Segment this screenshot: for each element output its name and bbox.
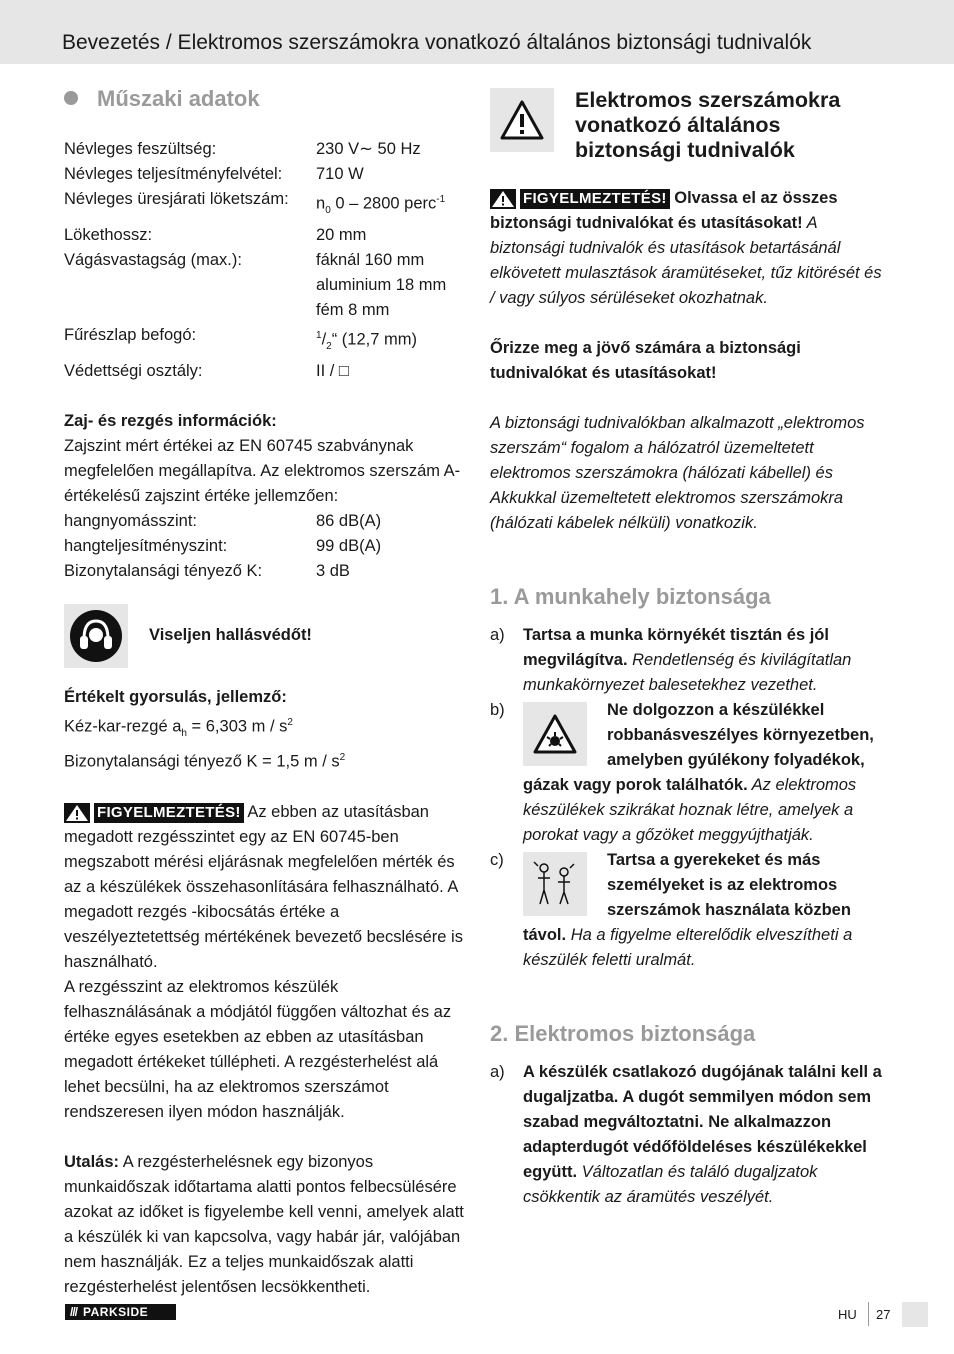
vib-sup: 2: [287, 716, 293, 728]
spec-value: [316, 323, 464, 359]
spec-row: [64, 359, 464, 384]
item-bold-text: Tartsa a munka környékét tisztán és jól megvilágítva.: [523, 626, 829, 669]
spec-key: Névleges feszültség:: [64, 140, 217, 158]
spec-key: Névleges teljesítményfelvétel:: [64, 165, 283, 183]
spec-row: [64, 137, 464, 162]
spec-key: Fűrészlap befogó:: [64, 325, 197, 344]
vib-sup: 2: [339, 752, 346, 764]
spec-row: [64, 223, 464, 248]
noise-text: Zajszint mért értékei az EN 60745 szabványnak megfelelően megállapítva. Az elektromos szerszám A-értékelésű zajszint értéke jellemzően:: [64, 436, 461, 505]
workplace-item-b: [490, 698, 890, 848]
logo-brand: PARKSIDE: [83, 1305, 149, 1319]
item-body: [523, 623, 890, 698]
electrical-item-a: [490, 1060, 890, 1210]
noise-value: 86 dB(A): [316, 511, 382, 530]
noise-row: [64, 509, 464, 534]
note-label: Utalás:: [64, 1152, 120, 1171]
noise-row: [64, 534, 464, 559]
ear-protection-notice: [64, 604, 464, 668]
left-column: [64, 84, 464, 1300]
spec-value-part: “ (12,7 mm): [331, 330, 417, 349]
vibration-heading: Értékelt gyorsulás, jellemző:: [64, 687, 287, 706]
spec-value: [316, 187, 464, 223]
spec-row: [64, 298, 464, 323]
warning-text: Az ebben az utasításban megadott rezgésszintet egy az EN 60745-ben megszabott mérési eljárásnak megfelelően mérték és az a készülékek összehasonlítására felhasználható. A megadott rezgés -kibocsátás értéke a veszélyeztetettség mértékének bevezető becslésére is használható.: [64, 802, 463, 971]
item-bold-text: Tartsa a gyerekeket és más személyeket is az elektromos szerszámok használata közben távol.: [523, 851, 851, 944]
section-title-text: Műszaki adatok: [97, 85, 260, 111]
item-letter: a): [490, 626, 505, 644]
spec-value: 20 mm: [316, 225, 367, 244]
note-text: A rezgésterhelésnek egy bizonyos munkaidőszak időtartama alatti pontos felbecsülésére azokat az időket is figyelembe kell venni, amelyek alatt a készülék ki van kapcsolva, vagy habár jár, valójában nem használják. Ez a teljes munkaidőszak alatti rezgésterhelést jelentősen lecsökkentheti.: [64, 1152, 464, 1296]
vibration-line-2: [64, 745, 464, 775]
item-bold-text: A készülék csatlakozó dugójának találni kell a dugaljzatba. A dugót semmilyen módon sem szabad megváltoztatni. Ne alkalmazzon adapterdugót védőföldeléses készülékekkel együtt.: [523, 1063, 882, 1181]
warning-triangle-icon: [64, 803, 90, 823]
spec-value: 230 V∼ 50 Hz: [316, 140, 421, 158]
spec-value-sub: 0: [325, 204, 331, 216]
vibration-warning: [64, 800, 464, 975]
spec-table: [64, 137, 464, 384]
spec-key: Lökethossz:: [64, 225, 153, 244]
spec-row: [64, 187, 464, 223]
spec-key: [64, 273, 316, 298]
explosion-hazard-icon: [523, 702, 587, 766]
item-letter: b): [490, 701, 505, 719]
noise-key: Bizonytalansági tényező K:: [64, 561, 263, 580]
spec-value-part: 0 – 2800 perc: [330, 194, 437, 213]
right-column: [490, 88, 890, 1210]
logo-stripes: ///: [70, 1305, 78, 1319]
warning-bold-text: Olvassa el az összes biztonsági tudnivalókat és utasításokat!: [490, 189, 838, 232]
vib-text: Kéz-kar-rezgé a: [64, 717, 182, 736]
workplace-item-a: [490, 623, 890, 698]
spec-value-part: n: [316, 194, 326, 213]
section-title-workplace-safety: 1. A munkahely biztonsága: [490, 584, 771, 609]
item-italic-text: Az elektromos készülékek szikrákat hoznak létre, amelyek a porokat vagy a gőzöket meggyújthatják.: [523, 776, 857, 844]
noise-key: hangnyomásszint:: [64, 511, 197, 530]
section-title-technical-data: [64, 84, 464, 112]
workplace-item-c: [490, 848, 890, 973]
ear-protection-icon: [64, 604, 128, 668]
vib-sub: h: [181, 727, 187, 739]
item-italic-text: Rendetlenség és kivilágítatlan munkakörnyezet balesetekhez vezethet.: [523, 651, 852, 694]
spec-row: [64, 248, 464, 273]
vib-text: = 6,303 m / s: [186, 717, 288, 736]
spec-row: [64, 273, 464, 298]
spec-row: [64, 162, 464, 187]
spec-value-sub: 2: [326, 340, 332, 352]
warning-triangle-icon: [490, 189, 516, 209]
spec-value-sup: 1: [316, 329, 322, 341]
footer-page-tab: [902, 1302, 928, 1327]
item-body: [523, 1060, 890, 1210]
spec-value-sup: -1: [436, 194, 446, 205]
spec-value: 710 W: [316, 165, 364, 183]
spec-value: aluminium 18 mm: [316, 275, 447, 294]
spec-key: Védettségi osztály:: [64, 361, 203, 380]
spec-key: Névleges üresjárati löketszám:: [64, 190, 289, 208]
item-bold-text: Ne dolgozzon a készülékkel robbanásveszélyes környezetben, amelyben gyúlékony folyadékok, gázak vagy porok találhatók.: [523, 701, 874, 794]
note-paragraph: [64, 1150, 464, 1300]
item-italic-text: Ha a figyelme elterelődik elveszítheti a készülék feletti uralmát.: [523, 926, 853, 969]
item-italic-text: Változatlan és találó dugaljzatok csökkentik az áramütés veszélyét.: [523, 1163, 818, 1206]
item-letter: c): [490, 851, 504, 869]
warning-label: FIGYELMEZTETÉS!: [94, 803, 244, 823]
warning-label: FIGYELMEZTETÉS!: [520, 189, 670, 209]
bullet-dot-icon: [64, 91, 78, 105]
vibration-line-1: [64, 710, 464, 746]
parkside-logo: [65, 1304, 176, 1320]
footer-page-number: 27: [876, 1307, 891, 1322]
footer-divider: [868, 1302, 869, 1326]
warning-italic-text: A biztonsági tudnivalók és utasítások betartásánál elkövetett mulasztások áramütéseket, tűz kitörését és / vagy súlyos sérüléseket okozhatnak.: [490, 214, 882, 307]
page-header: [0, 0, 954, 64]
item-letter: a): [490, 1063, 505, 1081]
noise-value: 99 dB(A): [316, 536, 382, 555]
vibration-warning-text-2: A rezgésszint az elektromos készülék felhasználásának a módjától függően változhat és az értéke egyes esetekben az ebben az utasításban megadott értékeket túllépheti. A rezgésterhelést alá lehet becsülni, ha az elektromos szerszámot rendszeresen ilyen módon használják.: [64, 977, 452, 1121]
item-body: [523, 848, 890, 973]
page-header-title: Bevezetés / Elektromos szerszámokra vonatkozó általános biztonsági tudnivalók: [62, 31, 812, 54]
keep-children-away-icon: [523, 852, 587, 916]
spec-key: [64, 298, 316, 323]
spec-row: [64, 323, 464, 359]
safety-title-row: [490, 88, 890, 163]
spec-value: II / □: [316, 361, 349, 380]
noise-key: hangteljesítményszint:: [64, 536, 228, 555]
safety-title: Elektromos szerszámokra vonatkozó általános biztonsági tudnivalók: [575, 88, 841, 162]
item-body: [523, 698, 890, 848]
keep-instructions-text: Őrizze meg a jövő számára a biztonsági tudnivalókat és utasításokat!: [490, 339, 801, 382]
footer-language: HU: [838, 1307, 857, 1322]
general-warning: [490, 186, 890, 311]
spec-value: fáknál 160 mm: [316, 250, 425, 269]
ear-protection-text: Viseljen hallásvédőt!: [149, 626, 312, 645]
term-definition-text: A biztonsági tudnivalókban alkalmazott „elektromos szerszám“ fogalom a hálózatról üzemeltetett elektromos szerszámokra (hálózati kábellel) és Akkukkal üzemeltetett elektromos szerszámokra (hálózati kábelek nélküli) vonatkozik.: [490, 414, 865, 532]
noise-heading: Zaj- és rezgés információk:: [64, 411, 277, 430]
section-title-electrical-safety: 2. Elektromos biztonsága: [490, 1021, 756, 1046]
spec-value: fém 8 mm: [316, 300, 390, 319]
noise-row: [64, 559, 464, 584]
warning-triangle-icon: [490, 88, 554, 152]
vib-text: Bizonytalansági tényező K = 1,5 m / s: [64, 752, 340, 771]
spec-value-part: /: [321, 330, 327, 349]
noise-value: 3 dB: [316, 561, 350, 580]
spec-key: Vágásvastagság (max.):: [64, 250, 242, 269]
